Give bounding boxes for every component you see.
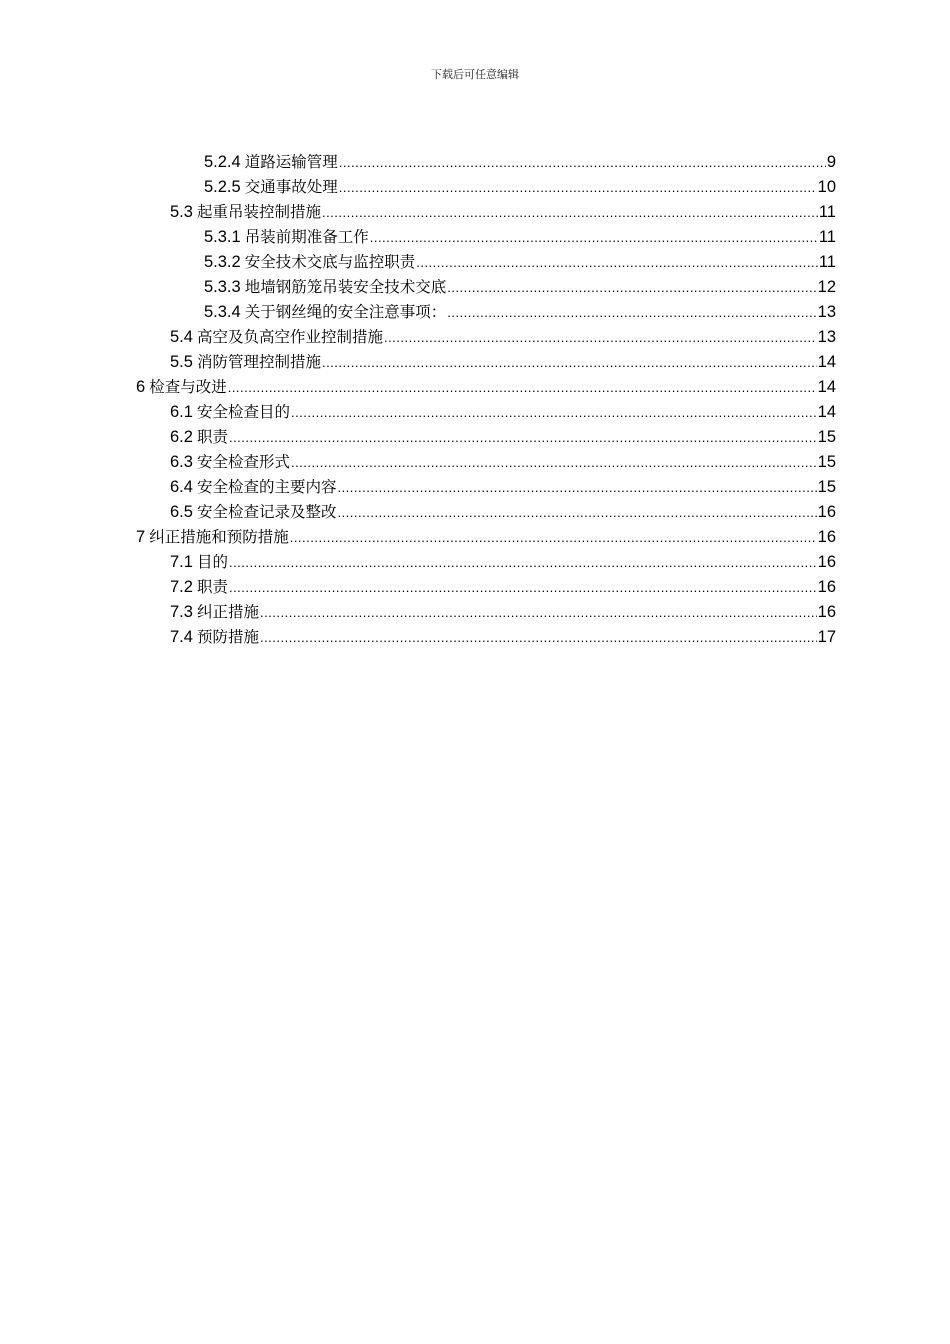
toc-entry-title: 交通事故处理 <box>244 178 338 196</box>
toc-entry[interactable] <box>170 397 836 422</box>
toc-dot-leader <box>229 579 817 597</box>
toc-entry-page: 14 <box>817 353 836 371</box>
toc-entry[interactable] <box>170 572 836 597</box>
toc-entry-title: 高空及负高空作业控制措施 <box>196 328 383 346</box>
toc-entry-number: 7.4 <box>170 628 193 646</box>
toc-dot-leader <box>322 204 818 222</box>
toc-dot-leader <box>229 554 817 572</box>
toc-entry[interactable] <box>170 622 836 647</box>
toc-entry[interactable] <box>136 522 836 547</box>
toc-entry-title: 纠正措施 <box>196 603 259 621</box>
toc-dot-leader <box>291 454 817 472</box>
toc-dot-leader <box>322 354 817 372</box>
toc-entry-number: 5.2.4 <box>204 153 241 171</box>
toc-dot-leader <box>370 229 818 247</box>
toc-entry-number: 7.1 <box>170 553 193 571</box>
toc-dot-leader <box>339 179 817 197</box>
toc-entry-page: 15 <box>817 428 836 446</box>
toc-dot-leader <box>260 604 817 622</box>
toc-entry-page: 15 <box>817 478 836 496</box>
toc-entry-page: 14 <box>817 378 836 396</box>
toc-entry-title: 道路运输管理 <box>244 153 338 171</box>
toc-entry-page: 16 <box>817 578 836 596</box>
page-header: 下载后可任意编辑 <box>431 68 519 81</box>
toc-entry-title: 职责 <box>196 428 228 446</box>
toc-entry-title: 职责 <box>196 578 228 596</box>
toc-entry-page: 17 <box>817 628 836 646</box>
toc-entry[interactable] <box>170 447 836 472</box>
toc-dot-leader <box>228 379 817 397</box>
toc-dot-leader <box>337 479 816 497</box>
toc-entry-page: 11 <box>818 253 836 271</box>
toc-entry-page: 12 <box>817 278 836 296</box>
toc-entry-page: 14 <box>817 403 836 421</box>
toc-entry-title: 安全检查形式 <box>196 453 290 471</box>
toc-dot-leader <box>260 629 817 647</box>
toc-entry-number: 6.1 <box>170 403 193 421</box>
toc-entry-title: 消防管理控制措施 <box>196 353 321 371</box>
toc-entry[interactable] <box>170 547 836 572</box>
toc-entry-title: 安全检查的主要内容 <box>196 478 337 496</box>
toc-entry[interactable] <box>204 172 836 197</box>
toc-entry-number: 5.5 <box>170 353 193 371</box>
toc-entry[interactable] <box>170 497 836 522</box>
toc-entry[interactable] <box>170 422 836 447</box>
toc-entry-page: 16 <box>817 503 836 521</box>
toc-entry-title: 吊装前期准备工作 <box>244 228 369 246</box>
toc-entry-number: 7 <box>136 528 146 546</box>
toc-entry[interactable] <box>170 597 836 622</box>
toc-entry[interactable] <box>204 222 836 247</box>
toc-dot-leader <box>290 529 817 547</box>
toc-entry-title: 地墙钢筋笼吊装安全技术交底 <box>244 278 447 296</box>
toc-entry[interactable] <box>204 272 836 297</box>
toc-entry-title: 检查与改进 <box>149 378 227 396</box>
toc-dot-leader <box>384 329 817 347</box>
toc-entry-number: 5.3.1 <box>204 228 241 246</box>
toc-entry-number: 7.3 <box>170 603 193 621</box>
toc-dot-leader <box>229 429 817 447</box>
toc-entry-number: 5.4 <box>170 328 193 346</box>
toc-entry-page: 16 <box>817 553 836 571</box>
toc-entry-number: 6 <box>136 378 146 396</box>
toc-entry-title: 安全技术交底与监控职责 <box>244 253 416 271</box>
toc-entry-number: 5.2.5 <box>204 178 241 196</box>
toc-entry[interactable] <box>136 372 836 397</box>
toc-entry-number: 6.4 <box>170 478 193 496</box>
toc-entry-number: 5.3.4 <box>204 303 241 321</box>
toc-entry-number: 5.3.3 <box>204 278 241 296</box>
toc-entry-number: 7.2 <box>170 578 193 596</box>
toc-entry[interactable] <box>204 297 836 322</box>
toc-entry-number: 5.3 <box>170 203 193 221</box>
toc-entry-page: 11 <box>818 228 836 246</box>
toc-dot-leader <box>416 254 818 272</box>
toc-entry-title: 预防措施 <box>196 628 259 646</box>
toc-entry-number: 6.2 <box>170 428 193 446</box>
toc-dot-leader <box>337 504 816 522</box>
toc-entry-page: 9 <box>826 153 836 171</box>
toc-entry-number: 6.5 <box>170 503 193 521</box>
toc-dot-leader <box>447 279 816 297</box>
toc-entry[interactable] <box>170 347 836 372</box>
toc-entry[interactable] <box>170 472 836 497</box>
toc-dot-leader <box>291 404 817 422</box>
toc-dot-leader <box>339 154 826 172</box>
toc-entry-page: 13 <box>817 303 836 321</box>
toc-entry-page: 13 <box>817 328 836 346</box>
toc-entry-page: 16 <box>817 603 836 621</box>
toc-entry[interactable] <box>204 247 836 272</box>
toc-entry-page: 16 <box>817 528 836 546</box>
toc-entry-page: 11 <box>818 203 836 221</box>
toc-entry[interactable] <box>170 197 836 222</box>
toc-entry-title: 起重吊装控制措施 <box>196 203 321 221</box>
toc-entry-page: 10 <box>817 178 836 196</box>
toc-entry-title: 安全检查记录及整改 <box>196 503 337 521</box>
toc-entry[interactable] <box>170 322 836 347</box>
toc-entry-title: 目的 <box>196 553 228 571</box>
toc-entry-number: 5.3.2 <box>204 253 241 271</box>
toc-entry-title: 关于钢丝绳的安全注意事项： <box>244 303 447 321</box>
toc-entry-number: 6.3 <box>170 453 193 471</box>
toc-entry-page: 15 <box>817 453 836 471</box>
toc-dot-leader <box>447 304 816 322</box>
toc-entry[interactable] <box>204 147 836 172</box>
toc-entry-title: 安全检查目的 <box>196 403 290 421</box>
toc-entry-title: 纠正措施和预防措施 <box>149 528 289 546</box>
